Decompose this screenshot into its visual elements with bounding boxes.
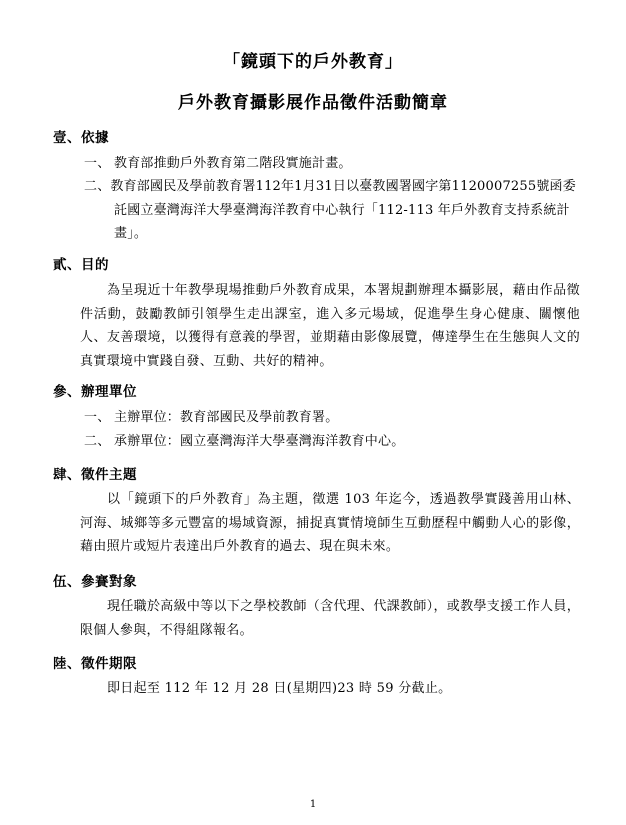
section-heading-organizers: 參、辦理單位 (53, 384, 137, 400)
organizers-item-1-text: 主辦單位：教育部國民及學前教育署。 (114, 410, 339, 425)
page-number: 1 (309, 799, 317, 810)
page-subtitle: 戶外教育攝影展作品徵件活動簡章 (178, 93, 448, 113)
organizers-item-1-number: 一、 (84, 410, 111, 425)
basis-item-1-text: 教育部推動戶外教育第二階段實施計畫。 (114, 156, 352, 171)
section-heading-theme: 肆、徵件主題 (53, 467, 137, 483)
section-heading-purpose: 貳、目的 (53, 257, 109, 273)
purpose-paragraph: 為呈現近十年教學現場推動戶外教育成果，本署規劃辦理本攝影展，藉由作品徵件活動，鼓勵教師引領學生走出課室，進入多元場域，促進學生身心健康、關懷他人、友善環境，以獲得有意義的學習，並期藉由影像展覽，傳達學生在生態與人文的真實環境中實踐自發、互動、共好的精神。 (80, 283, 580, 369)
basis-item-1 (84, 152, 584, 175)
page-title: 「鏡頭下的戶外教育」 (223, 52, 403, 72)
basis-item-2-number: 二、 (84, 179, 111, 194)
section-heading-period: 陸、徵件期限 (53, 656, 137, 672)
organizers-item-2-number: 二、 (84, 434, 111, 449)
section-heading-eligibility: 伍、參賽對象 (53, 574, 137, 590)
organizers-item-1 (84, 406, 584, 429)
organizers-item-2-text: 承辦單位：國立臺灣海洋大學臺灣海洋教育中心。 (114, 434, 405, 449)
basis-item-1-number: 一、 (84, 156, 111, 171)
organizers-item-2 (84, 430, 584, 453)
eligibility-paragraph: 現任職於高級中等以下之學校教師（含代理、代課教師），或教學支援工作人員，限個人參與，不得組隊報名。 (80, 599, 580, 638)
theme-paragraph: 以「鏡頭下的戶外教育」為主題，徵選 103 年迄今，透過教學實踐善用山林、河海、城鄉等多元豐富的場域資源，捕捉真實情境師生互動歷程中觸動人心的影像，藉由照片或短片表達出戶外教育的過去、現在與未來。 (80, 492, 580, 554)
basis-item-2-text: 教育部國民及學前教育署112年1月31日以臺教國署國字第1120007255號函委託國立臺灣海洋大學臺灣海洋教育中心執行「112-113 年戶外教育支持系統計畫」。 (110, 179, 576, 241)
basis-item-2 (84, 175, 584, 246)
period-paragraph: 即日起至 112 年 12 月 28 日(星期四)23 時 59 分截止。 (107, 681, 452, 696)
section-heading-basis: 壹、依據 (53, 130, 109, 146)
